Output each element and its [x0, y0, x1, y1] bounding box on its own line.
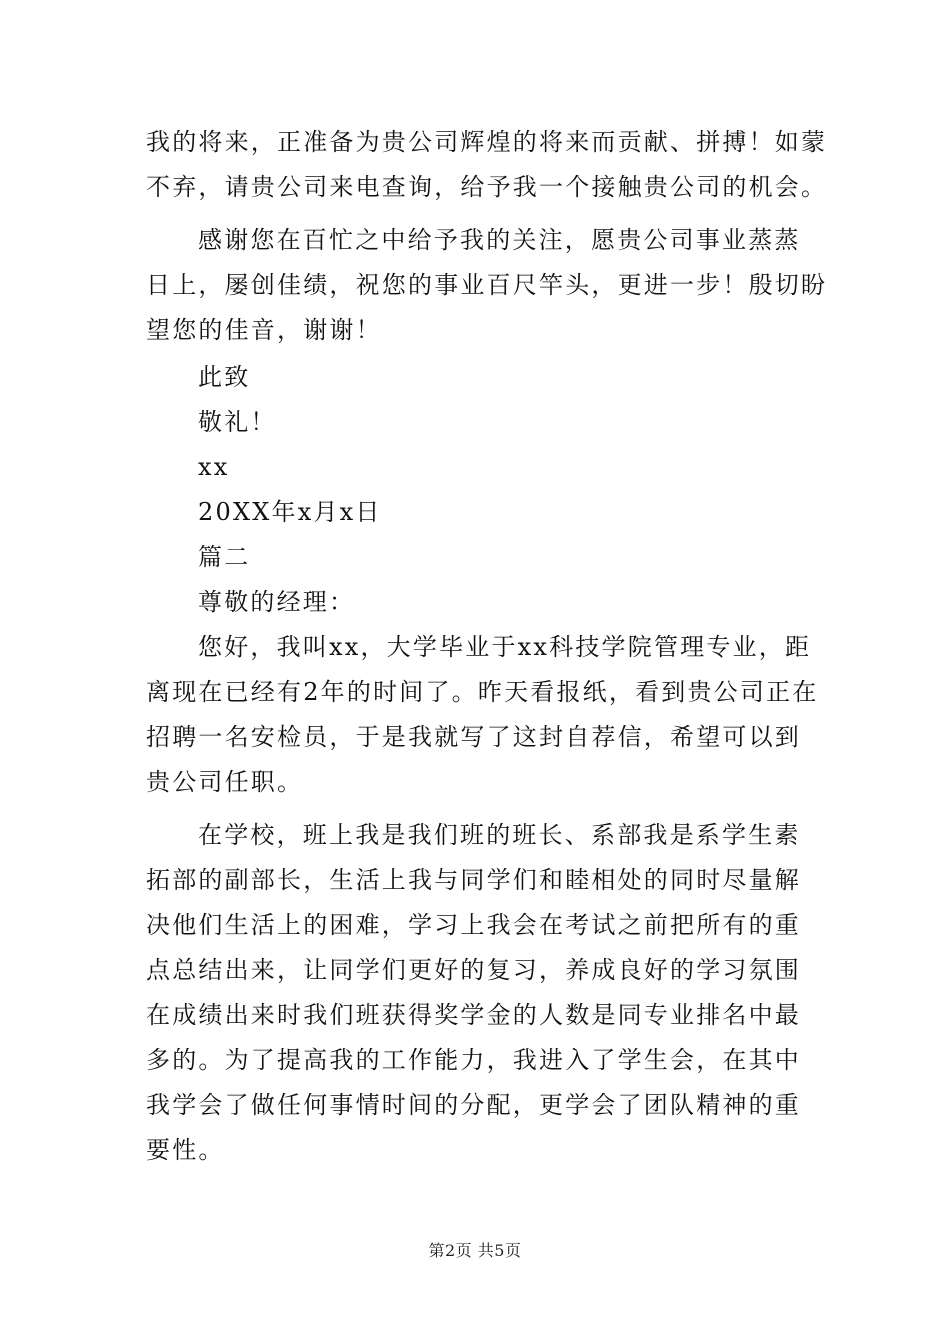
paragraph-2 [146, 218, 828, 353]
paragraph-4 [146, 813, 806, 1173]
text-line: 日上，屡创佳绩，祝您的事业百尺竿头，更进一步！殷切盼 [146, 271, 828, 299]
document-body [146, 120, 828, 1173]
text-line: 我学会了做任何事情时间的分配，更学会了团队精神的重 [146, 1091, 801, 1119]
date: 20XX年x月x日 [198, 498, 382, 526]
text-line: 贵公司任职。 [146, 768, 304, 796]
closing-line: 此致 [198, 363, 251, 391]
closing-line: 敬礼！ [198, 408, 277, 436]
text-line: 点总结出来，让同学们更好的复习，养成良好的学习氛围 [146, 956, 801, 984]
page-footer [0, 1241, 950, 1261]
page-indicator: 第2页 共5页 [428, 1241, 522, 1260]
text-line: 在学校，班上我是我们班的班长、系部我是系学生素 [198, 821, 801, 849]
text-line: 您好，我叫xx，大学毕业于xx科技学院管理专业，距 [198, 633, 812, 661]
section-heading: 篇二 [198, 543, 251, 571]
text-line: 不弃，请贵公司来电查询，给予我一个接触贵公司的机会。 [146, 173, 828, 201]
text-line: 拓部的副部长，生活上我与同学们和睦相处的同时尽量解 [146, 866, 801, 894]
closing-block [146, 355, 806, 535]
paragraph-3 [146, 625, 819, 805]
text-line: 离现在已经有2年的时间了。昨天看报纸，看到贵公司正在 [146, 678, 819, 706]
salutation: 尊敬的经理： [198, 588, 356, 616]
text-line: 在成绩出来时我们班获得奖学金的人数是同专业排名中最 [146, 1001, 801, 1029]
text-line: 决他们生活上的困难，学习上我会在考试之前把所有的重 [146, 911, 801, 939]
text-line: 招聘一名安检员，于是我就写了这封自荐信，希望可以到 [146, 723, 801, 751]
text-line: 望您的佳音，谢谢！ [146, 316, 382, 344]
text-line: 要性。 [146, 1136, 225, 1164]
signature: xx [198, 453, 230, 481]
text-line: 感谢您在百忙之中给予我的关注，愿贵公司事业蒸蒸 [198, 226, 801, 254]
paragraph-1 [146, 120, 828, 210]
text-line: 我的将来，正准备为贵公司辉煌的将来而贡献、拼搏！如蒙 [146, 128, 828, 156]
text-line: 多的。为了提高我的工作能力，我进入了学生会，在其中 [146, 1046, 801, 1074]
